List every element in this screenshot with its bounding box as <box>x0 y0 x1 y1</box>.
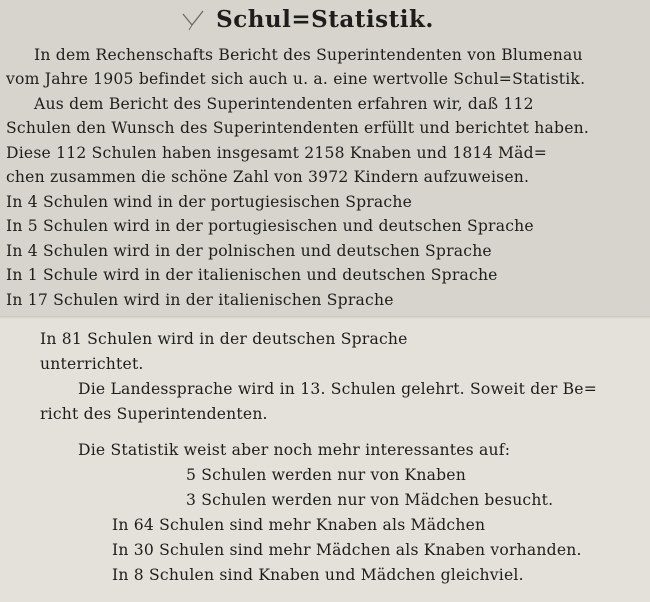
text-line: In dem Rechenschafts Bericht des Superintendenten von Blumenau <box>34 46 583 64</box>
list-line: In 4 Schulen wind in der portugiesischen Sprache <box>6 193 413 211</box>
text-line: richt des Superintendenten. <box>40 405 268 423</box>
list-line: In 17 Schulen wird in der italienischen Sprache <box>6 291 394 309</box>
text-line: Diese 112 Schulen haben insgesamt 2158 Knaben und 1814 Mäd= <box>6 144 548 162</box>
text-line: unterrichtet. <box>40 355 144 373</box>
text-line: 3 Schulen werden nur von Mädchen besucht. <box>186 491 554 509</box>
text-line: chen zusammen die schöne Zahl von 3972 Kindern aufzuweisen. <box>6 168 530 186</box>
text-line: Aus dem Bericht des Superintendenten erfahren wir, daß 112 <box>34 95 534 113</box>
text-line: Schulen den Wunsch des Superintendenten erfüllt und berichtet haben. <box>6 119 590 137</box>
list-line: In 5 Schulen wird in der portugiesischen und deutschen Sprache <box>6 217 534 235</box>
list-line: In 30 Schulen sind mehr Mädchen als Knaben vorhanden. <box>112 541 582 559</box>
text-line: Die Statistik weist aber noch mehr interessantes auf: <box>78 441 511 459</box>
list-line: In 4 Schulen wird in der polnischen und deutschen Sprache <box>6 242 492 260</box>
clipping-seam <box>0 316 650 319</box>
text-line: 5 Schulen werden nur von Knaben <box>186 466 466 484</box>
article-title: Schul=Statistik. <box>216 6 434 33</box>
text-line: vom Jahre 1905 befindet sich auch u. a. eine wertvolle Schul=Statistik. <box>6 70 586 88</box>
text-line: In 81 Schulen wird in der deutschen Sprache <box>40 330 408 348</box>
list-line: In 8 Schulen sind Knaben und Mädchen gleichviel. <box>112 566 524 584</box>
list-line: In 64 Schulen sind mehr Knaben als Mädchen <box>112 516 486 534</box>
text-line: Die Landessprache wird in 13. Schulen gelehrt. Soweit der Be= <box>78 380 598 398</box>
list-line: In 1 Schule wird in der italienischen und deutschen Sprache <box>6 266 498 284</box>
